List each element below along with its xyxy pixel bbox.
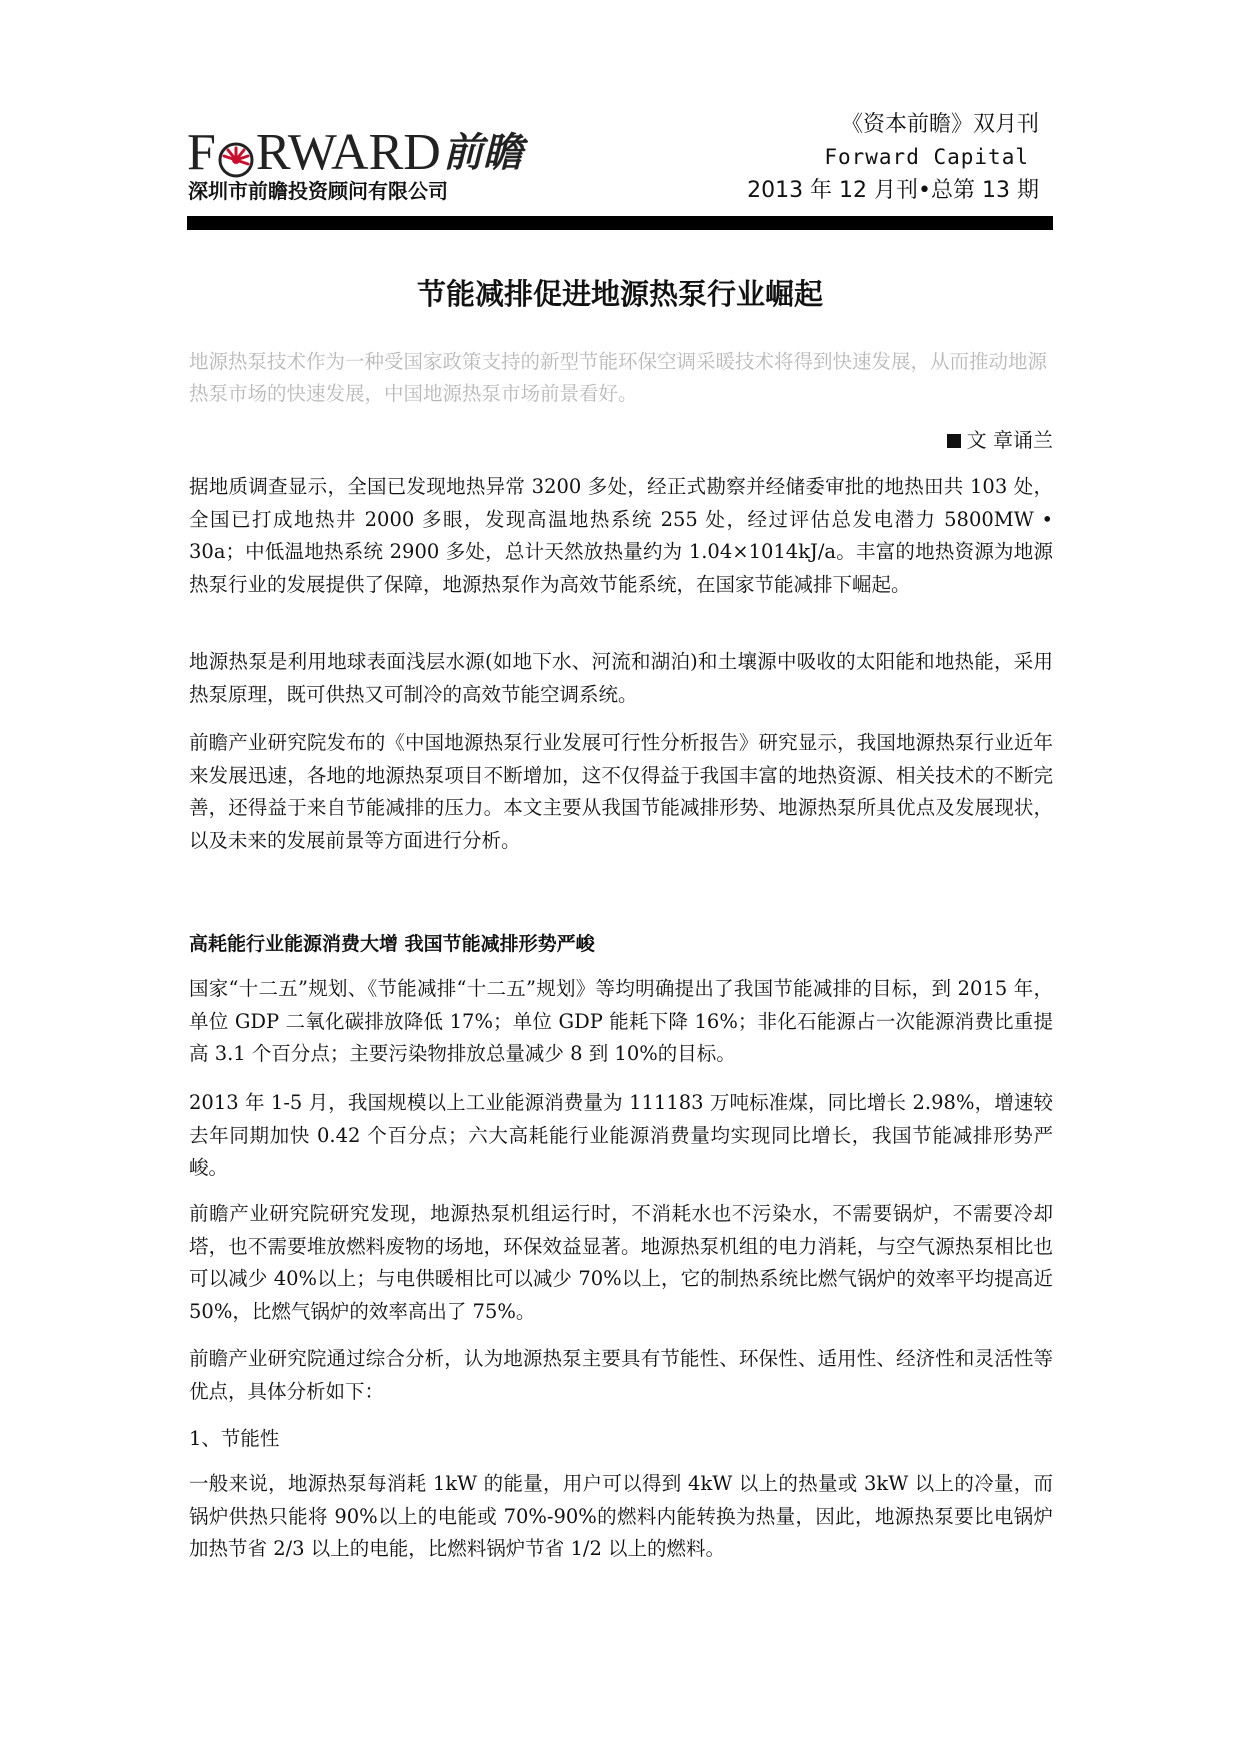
logo-sun-o-icon [217,140,255,178]
company-name: 深圳市前瞻投资顾问有限公司 [188,179,448,203]
magazine-name: 《资本前瞻》双月刊 [840,112,1039,137]
logo-word-rward: RWARD [255,124,441,181]
byline-text: 文 章诵兰 [966,428,1053,452]
paragraph: 一般来说，地源热泵每消耗 1kW 的能量，用户可以得到 4kW 以上的热量或 3kW 以上的冷量，而锅炉供热只能将 90%以上的电能或 70%-90%的燃料内能转换为热量，因此，地源热泵要比电锅炉加热节省 2/3 以上的电能，比燃料锅炉节省 1/2 以上的燃料。 [189,1472,1053,1560]
paragraph: 国家“十二五”规划、《节能减排“十二五”规划》等均明确提出了我国节能减排的目标，到 2015 年，单位 GDP 二氧化碳排放降低 17%；单位 GDP 能耗下降 16%；非化石能源占一次能源消费比重提高 3.1 个百分点；主要污染物排放总量减少 8 到 10%的目标。 [189,977,1053,1065]
magazine-english-name: Forward Capital [824,145,1029,169]
article-title: 节能减排促进地源热泵行业崛起 [416,277,823,311]
section-heading: 高耗能行业能源消费大增 我国节能减排形势严峻 [189,933,595,955]
paragraph: 前瞻产业研究院通过综合分析，认为地源热泵主要具有节能性、环保性、适用性、经济性和灵活性等优点，具体分析如下： [189,1347,1053,1403]
byline [947,425,1053,455]
article-lead: 地源热泵技术作为一种受国家政策支持的新型节能环保空调采暖技术将得到快速发展，从而推动地源热泵市场的快速发展，中国地源热泵市场前景看好。 [189,350,1048,405]
paragraph: 2013 年 1-5 月，我国规模以上工业能源消费量为 111183 万吨标准煤，同比增长 2.98%，增速较去年同期加快 0.42 个百分点；六大高耗能行业能源消费量均实现同比增长，我国节能减排形势严峻。 [189,1091,1053,1179]
forward-logo [187,124,523,181]
logo-letter-f: F [187,124,216,181]
logo-chinese: 前瞻 [442,130,523,176]
item-heading: 1、节能性 [189,1427,280,1450]
square-bullet-icon [947,434,961,448]
paragraph: 前瞻产业研究院发布的《中国地源热泵行业发展可行性分析报告》研究显示，我国地源热泵行业近年来发展迅速，各地的地源热泵项目不断增加，这不仅得益于我国丰富的地热资源、相关技术的不断完善，还得益于来自节能减排的压力。本文主要从我国节能减排形势、地源热泵所具优点及发展现状，以及未来的发展前景等方面进行分析。 [189,731,1053,852]
paragraph: 地源热泵是利用地球表面浅层水源(如地下水、河流和湖泊)和土壤源中吸收的太阳能和地热能，采用热泵原理，既可供热又可制冷的高效节能空调系统。 [189,650,1053,706]
paragraph: 据地质调查显示，全国已发现地热异常 3200 多处，经正式勘察并经储委审批的地热田共 103 处，全国已打成地热井 2000 多眼，发现高温地热系统 255 处，经过评估总发电潜力 5800MW • 30a；中低温地热系统 2900 多处，总计天然放热量约为 1.04×1014kJ/a。丰富的地热资源为地源热泵行业的发展提供了保障，地源热泵作为高效节能系统，在国家节能减排下崛起。 [189,475,1053,596]
paragraph: 前瞻产业研究院研究发现，地源热泵机组运行时，不消耗水也不污染水，不需要锅炉，不需要冷却塔，也不需要堆放燃料废物的场地，环保效益显著。地源热泵机组的电力消耗，与空气源热泵相比也可以减少 40%以上；与电供暖相比可以减少 70%以上，它的制热系统比燃气锅炉的效率平均提高近 50%，比燃气锅炉的效率高出了 75%。 [189,1202,1053,1323]
header-rule [187,216,1053,230]
issue-info: 2013 年 12 月刊•总第 13 期 [747,178,1039,203]
magazine-info [747,108,1039,207]
